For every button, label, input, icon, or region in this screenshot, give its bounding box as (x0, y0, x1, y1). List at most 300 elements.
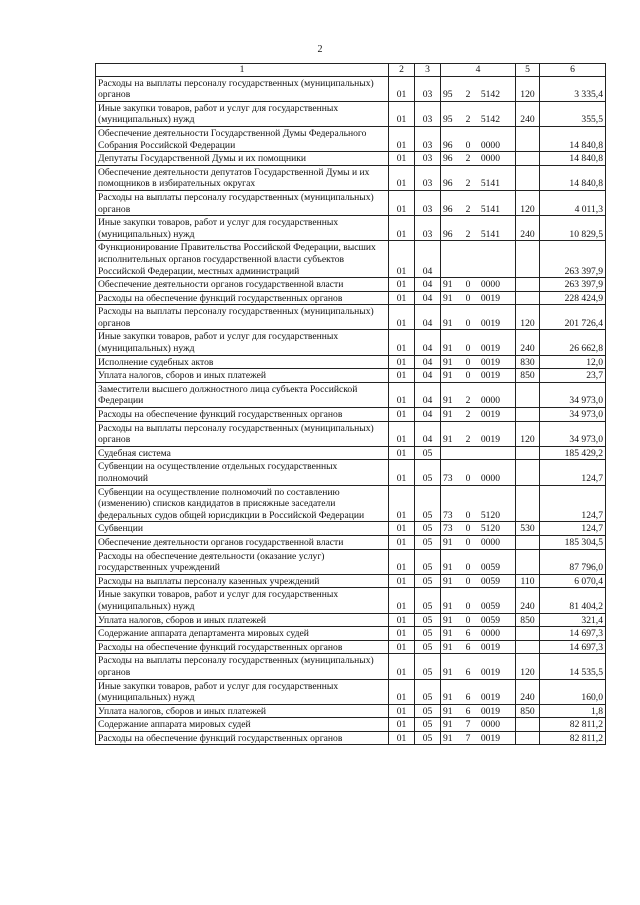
item-name: Расходы на выплаты персоналу государственных (муниципальных) органов (96, 421, 389, 446)
table-row (96, 574, 606, 588)
column-header: 3 (415, 64, 441, 77)
subprogram-code: 2 (465, 409, 471, 421)
target-article-code (441, 535, 516, 549)
target-article-code (441, 731, 516, 745)
expense-type-code (516, 241, 540, 278)
table-row (96, 355, 606, 369)
program-code: 96 (443, 178, 453, 190)
program-code: 91 (443, 732, 453, 744)
expense-type-code: 850 (516, 369, 540, 383)
table-row (96, 704, 606, 718)
program-code: 91 (443, 614, 453, 626)
expense-type-code (516, 718, 540, 732)
program-code: 91 (443, 692, 453, 704)
expense-type-code (516, 627, 540, 641)
expense-type-code: 240 (516, 216, 540, 241)
program-code: 91 (443, 562, 453, 574)
table-header (96, 64, 606, 77)
subsection-code: 05 (415, 613, 441, 627)
amount: 124,7 (540, 460, 606, 485)
subprogram-code: 6 (465, 705, 471, 717)
subsection-code: 05 (415, 718, 441, 732)
amount: 185 429,2 (540, 446, 606, 460)
section-code: 01 (389, 446, 415, 460)
amount: 6 070,4 (540, 574, 606, 588)
expense-type-code: 240 (516, 679, 540, 704)
amount: 10 829,5 (540, 216, 606, 241)
item-name: Судебная система (96, 446, 389, 460)
table-row (96, 654, 606, 679)
target-article-code (441, 152, 516, 166)
item-name: Содержание аппарата департамента мировых судей (96, 627, 389, 641)
direction-code: 0000 (480, 279, 500, 291)
direction-code: 0000 (480, 719, 500, 731)
section-code: 01 (389, 291, 415, 305)
section-code: 01 (389, 408, 415, 422)
target-article-code (441, 485, 516, 522)
amount: 14 840,8 (540, 165, 606, 190)
direction-code: 0059 (480, 614, 500, 626)
direction-code: 5141 (480, 203, 500, 215)
column-header: 6 (540, 64, 606, 77)
subprogram-code: 2 (465, 228, 471, 240)
subprogram-code: 0 (465, 292, 471, 304)
section-code: 01 (389, 679, 415, 704)
direction-code: 5120 (480, 509, 500, 521)
section-code: 01 (389, 190, 415, 215)
direction-code: 5142 (480, 89, 500, 101)
table-row (96, 588, 606, 613)
section-code: 01 (389, 152, 415, 166)
subsection-code: 04 (415, 369, 441, 383)
subprogram-code: 2 (465, 153, 471, 165)
table-row (96, 640, 606, 654)
subprogram-code: 0 (465, 139, 471, 151)
target-article-code (441, 613, 516, 627)
expense-type-code: 110 (516, 574, 540, 588)
amount: 34 973,0 (540, 421, 606, 446)
item-name: Обеспечение деятельности органов государственной власти (96, 535, 389, 549)
table-row (96, 549, 606, 574)
table-row (96, 126, 606, 151)
target-article-code (441, 704, 516, 718)
direction-code: 0019 (480, 732, 500, 744)
section-code: 01 (389, 654, 415, 679)
subprogram-code: 2 (465, 89, 471, 101)
program-code: 96 (443, 153, 453, 165)
direction-code: 0059 (480, 575, 500, 587)
item-name: Субвенции (96, 522, 389, 536)
subsection-code: 04 (415, 408, 441, 422)
target-article-code (441, 718, 516, 732)
item-name: Иные закупки товаров, работ и услуг для государственных (муниципальных) нужд (96, 588, 389, 613)
subprogram-code: 0 (465, 370, 471, 382)
target-article-code (441, 588, 516, 613)
amount: 124,7 (540, 522, 606, 536)
table-row (96, 278, 606, 292)
item-name: Обеспечение деятельности депутатов Государственной Думы и их помощников в избирательных округах (96, 165, 389, 190)
subsection-code: 04 (415, 278, 441, 292)
item-name: Расходы на выплаты персоналу государственных (муниципальных) органов (96, 654, 389, 679)
expense-type-code: 240 (516, 588, 540, 613)
amount: 26 662,8 (540, 330, 606, 355)
table-row (96, 460, 606, 485)
direction-code: 0000 (480, 536, 500, 548)
amount: 185 304,5 (540, 535, 606, 549)
expense-type-code (516, 549, 540, 574)
table-body (96, 76, 606, 745)
item-name: Расходы на выплаты персоналу государственных (муниципальных) органов (96, 305, 389, 330)
direction-code: 0000 (480, 395, 500, 407)
item-name: Уплата налогов, сборов и иных платежей (96, 369, 389, 383)
expense-type-code (516, 152, 540, 166)
target-article-code (441, 291, 516, 305)
table-row (96, 241, 606, 278)
subsection-code: 05 (415, 535, 441, 549)
direction-code: 0019 (480, 370, 500, 382)
program-code: 73 (443, 523, 453, 535)
target-article-code (441, 241, 516, 278)
subsection-code: 03 (415, 216, 441, 241)
program-code: 91 (443, 600, 453, 612)
item-name: Обеспечение деятельности органов государственной власти (96, 278, 389, 292)
subsection-code: 05 (415, 522, 441, 536)
item-name: Иные закупки товаров, работ и услуг для государственных (муниципальных) нужд (96, 216, 389, 241)
subsection-code: 04 (415, 421, 441, 446)
table-row (96, 485, 606, 522)
amount: 87 796,0 (540, 549, 606, 574)
table-row (96, 627, 606, 641)
expense-type-code (516, 165, 540, 190)
item-name: Иные закупки товаров, работ и услуг для государственных (муниципальных) нужд (96, 101, 389, 126)
target-article-code (441, 330, 516, 355)
table-row (96, 382, 606, 407)
program-code: 91 (443, 536, 453, 548)
item-name: Расходы на выплаты персоналу государственных (муниципальных) органов (96, 190, 389, 215)
section-code: 01 (389, 718, 415, 732)
budget-table (95, 63, 606, 745)
section-code: 01 (389, 369, 415, 383)
target-article-code (441, 101, 516, 126)
target-article-code (441, 549, 516, 574)
program-code: 96 (443, 139, 453, 151)
program-code: 96 (443, 203, 453, 215)
section-code: 01 (389, 627, 415, 641)
section-code: 01 (389, 460, 415, 485)
expense-type-code: 240 (516, 101, 540, 126)
section-code: 01 (389, 588, 415, 613)
target-article-code (441, 574, 516, 588)
table-row (96, 731, 606, 745)
expense-type-code (516, 278, 540, 292)
section-code: 01 (389, 640, 415, 654)
amount: 82 811,2 (540, 718, 606, 732)
subprogram-code: 2 (465, 178, 471, 190)
subsection-code: 05 (415, 679, 441, 704)
direction-code: 0019 (480, 356, 500, 368)
section-code: 01 (389, 305, 415, 330)
subprogram-code: 0 (465, 343, 471, 355)
amount: 14 840,8 (540, 152, 606, 166)
direction-code: 0019 (480, 705, 500, 717)
item-name: Депутаты Государственной Думы и их помощники (96, 152, 389, 166)
subprogram-code: 2 (465, 395, 471, 407)
subprogram-code: 0 (465, 562, 471, 574)
target-article-code (441, 654, 516, 679)
item-name: Расходы на обеспечение функций государственных органов (96, 408, 389, 422)
program-code: 91 (443, 719, 453, 731)
subprogram-code: 6 (465, 641, 471, 653)
program-code: 91 (443, 370, 453, 382)
subsection-code: 05 (415, 549, 441, 574)
subprogram-code: 6 (465, 628, 471, 640)
item-name: Функционирование Правительства Российской Федерации, высших исполнительных органов государственной власти субъектов Российской Федерации, местных администраций (96, 241, 389, 278)
section-code: 01 (389, 731, 415, 745)
program-code: 91 (443, 409, 453, 421)
amount: 3 335,4 (540, 76, 606, 101)
column-header: 1 (96, 64, 389, 77)
subsection-code: 03 (415, 152, 441, 166)
expense-type-code: 850 (516, 613, 540, 627)
table-row (96, 190, 606, 215)
section-code: 01 (389, 76, 415, 101)
expense-type-code (516, 126, 540, 151)
amount: 81 404,2 (540, 588, 606, 613)
direction-code: 0019 (480, 292, 500, 304)
table-row (96, 369, 606, 383)
expense-type-code: 120 (516, 190, 540, 215)
section-code: 01 (389, 355, 415, 369)
subprogram-code: 0 (465, 600, 471, 612)
direction-code: 0019 (480, 343, 500, 355)
subsection-code: 03 (415, 190, 441, 215)
amount: 34 973,0 (540, 408, 606, 422)
subsection-code: 05 (415, 588, 441, 613)
section-code: 01 (389, 549, 415, 574)
section-code: 01 (389, 522, 415, 536)
section-code: 01 (389, 241, 415, 278)
subprogram-code: 0 (465, 473, 471, 484)
item-name: Субвенции на осуществление полномочий по составлению (изменению) списков кандидатов в присяжные заседатели федеральных судов общей юрисдикции в Российской Федерации (96, 485, 389, 522)
subsection-code: 05 (415, 640, 441, 654)
table-row (96, 535, 606, 549)
item-name: Иные закупки товаров, работ и услуг для государственных (муниципальных) нужд (96, 679, 389, 704)
amount: 160,0 (540, 679, 606, 704)
amount: 4 011,3 (540, 190, 606, 215)
table-row (96, 421, 606, 446)
direction-code: 0000 (480, 139, 500, 151)
section-code: 01 (389, 278, 415, 292)
program-code: 91 (443, 395, 453, 407)
section-code: 01 (389, 101, 415, 126)
section-code: 01 (389, 165, 415, 190)
target-article-code (441, 408, 516, 422)
direction-code: 0000 (480, 628, 500, 640)
direction-code: 0019 (480, 434, 500, 446)
item-name: Исполнение судебных актов (96, 355, 389, 369)
table-row (96, 305, 606, 330)
subprogram-code: 0 (465, 575, 471, 587)
amount: 14 697,3 (540, 640, 606, 654)
subprogram-code: 6 (465, 692, 471, 704)
header-row (96, 64, 606, 77)
direction-code: 0019 (480, 317, 500, 329)
target-article-code (441, 522, 516, 536)
expense-type-code: 830 (516, 355, 540, 369)
program-code: 91 (443, 628, 453, 640)
amount: 23,7 (540, 369, 606, 383)
column-header: 5 (516, 64, 540, 77)
expense-type-code (516, 460, 540, 485)
table-row (96, 291, 606, 305)
table-row (96, 613, 606, 627)
item-name: Расходы на обеспечение функций государственных органов (96, 731, 389, 745)
subsection-code: 04 (415, 355, 441, 369)
expense-type-code: 850 (516, 704, 540, 718)
section-code: 01 (389, 535, 415, 549)
program-code: 91 (443, 317, 453, 329)
subsection-code: 05 (415, 654, 441, 679)
subprogram-code: 0 (465, 523, 471, 535)
target-article-code (441, 460, 516, 485)
target-article-code (441, 216, 516, 241)
direction-code: 0059 (480, 600, 500, 612)
amount: 1,8 (540, 704, 606, 718)
subsection-code: 05 (415, 446, 441, 460)
item-name: Расходы на выплаты персоналу казенных учреждений (96, 574, 389, 588)
expense-type-code: 120 (516, 305, 540, 330)
program-code: 73 (443, 473, 453, 484)
target-article-code (441, 640, 516, 654)
target-article-code (441, 382, 516, 407)
direction-code: 5142 (480, 114, 500, 126)
section-code: 01 (389, 126, 415, 151)
expense-type-code: 240 (516, 330, 540, 355)
direction-code: 5141 (480, 178, 500, 190)
table-row (96, 101, 606, 126)
target-article-code (441, 305, 516, 330)
target-article-code (441, 627, 516, 641)
table-row (96, 152, 606, 166)
program-code: 95 (443, 114, 453, 126)
subsection-code: 05 (415, 731, 441, 745)
subsection-code: 05 (415, 574, 441, 588)
target-article-code (441, 165, 516, 190)
expense-type-code (516, 731, 540, 745)
subsection-code: 05 (415, 460, 441, 485)
target-article-code (441, 446, 516, 460)
table-row (96, 446, 606, 460)
item-name: Субвенции на осуществление отдельных государственных полномочий (96, 460, 389, 485)
amount: 228 424,9 (540, 291, 606, 305)
amount: 201 726,4 (540, 305, 606, 330)
subprogram-code: 0 (465, 356, 471, 368)
subprogram-code: 2 (465, 203, 471, 215)
amount: 263 397,9 (540, 278, 606, 292)
amount: 12,0 (540, 355, 606, 369)
subprogram-code: 0 (465, 317, 471, 329)
direction-code: 0000 (480, 473, 500, 484)
program-code: 91 (443, 666, 453, 678)
amount: 14 840,8 (540, 126, 606, 151)
subprogram-code: 2 (465, 114, 471, 126)
amount: 321,4 (540, 613, 606, 627)
expense-type-code: 530 (516, 522, 540, 536)
page-number: 2 (317, 44, 323, 55)
subprogram-code: 2 (465, 434, 471, 446)
subsection-code: 03 (415, 101, 441, 126)
program-code: 95 (443, 89, 453, 101)
expense-type-code (516, 382, 540, 407)
program-code: 73 (443, 509, 453, 521)
subsection-code: 04 (415, 291, 441, 305)
expense-type-code: 120 (516, 421, 540, 446)
target-article-code (441, 278, 516, 292)
direction-code: 5141 (480, 228, 500, 240)
amount: 263 397,9 (540, 241, 606, 278)
subsection-code: 04 (415, 305, 441, 330)
section-code: 01 (389, 216, 415, 241)
amount: 34 973,0 (540, 382, 606, 407)
program-code: 91 (443, 434, 453, 446)
program-code: 91 (443, 641, 453, 653)
section-code: 01 (389, 330, 415, 355)
target-article-code (441, 126, 516, 151)
section-code: 01 (389, 421, 415, 446)
table-row (96, 330, 606, 355)
subprogram-code: 7 (465, 719, 471, 731)
subsection-code: 03 (415, 126, 441, 151)
item-name: Заместители высшего должностного лица субъекта Российской Федерации (96, 382, 389, 407)
item-name: Расходы на обеспечение функций государственных органов (96, 291, 389, 305)
amount: 82 811,2 (540, 731, 606, 745)
program-code: 91 (443, 279, 453, 291)
program-code: 91 (443, 292, 453, 304)
amount: 355,5 (540, 101, 606, 126)
subsection-code: 04 (415, 330, 441, 355)
item-name: Уплата налогов, сборов и иных платежей (96, 704, 389, 718)
column-header: 4 (441, 64, 516, 77)
target-article-code (441, 421, 516, 446)
section-code: 01 (389, 485, 415, 522)
section-code: 01 (389, 704, 415, 718)
direction-code: 0000 (480, 153, 500, 165)
subprogram-code: 0 (465, 614, 471, 626)
subprogram-code: 7 (465, 732, 471, 744)
item-name: Иные закупки товаров, работ и услуг для государственных (муниципальных) нужд (96, 330, 389, 355)
program-code: 91 (443, 343, 453, 355)
subsection-code: 04 (415, 382, 441, 407)
direction-code: 0019 (480, 692, 500, 704)
column-header: 2 (389, 64, 415, 77)
expense-type-code: 120 (516, 76, 540, 101)
table-row (96, 76, 606, 101)
direction-code: 0059 (480, 562, 500, 574)
target-article-code (441, 355, 516, 369)
program-code: 96 (443, 228, 453, 240)
direction-code: 0019 (480, 641, 500, 653)
subprogram-code: 6 (465, 666, 471, 678)
program-code: 91 (443, 575, 453, 587)
section-code: 01 (389, 574, 415, 588)
amount: 124,7 (540, 485, 606, 522)
target-article-code (441, 76, 516, 101)
subprogram-code: 0 (465, 536, 471, 548)
program-code: 91 (443, 705, 453, 717)
direction-code: 5120 (480, 523, 500, 535)
item-name: Уплата налогов, сборов и иных платежей (96, 613, 389, 627)
item-name: Обеспечение деятельности Государственной Думы Федерального Собрания Российской Федерации (96, 126, 389, 151)
